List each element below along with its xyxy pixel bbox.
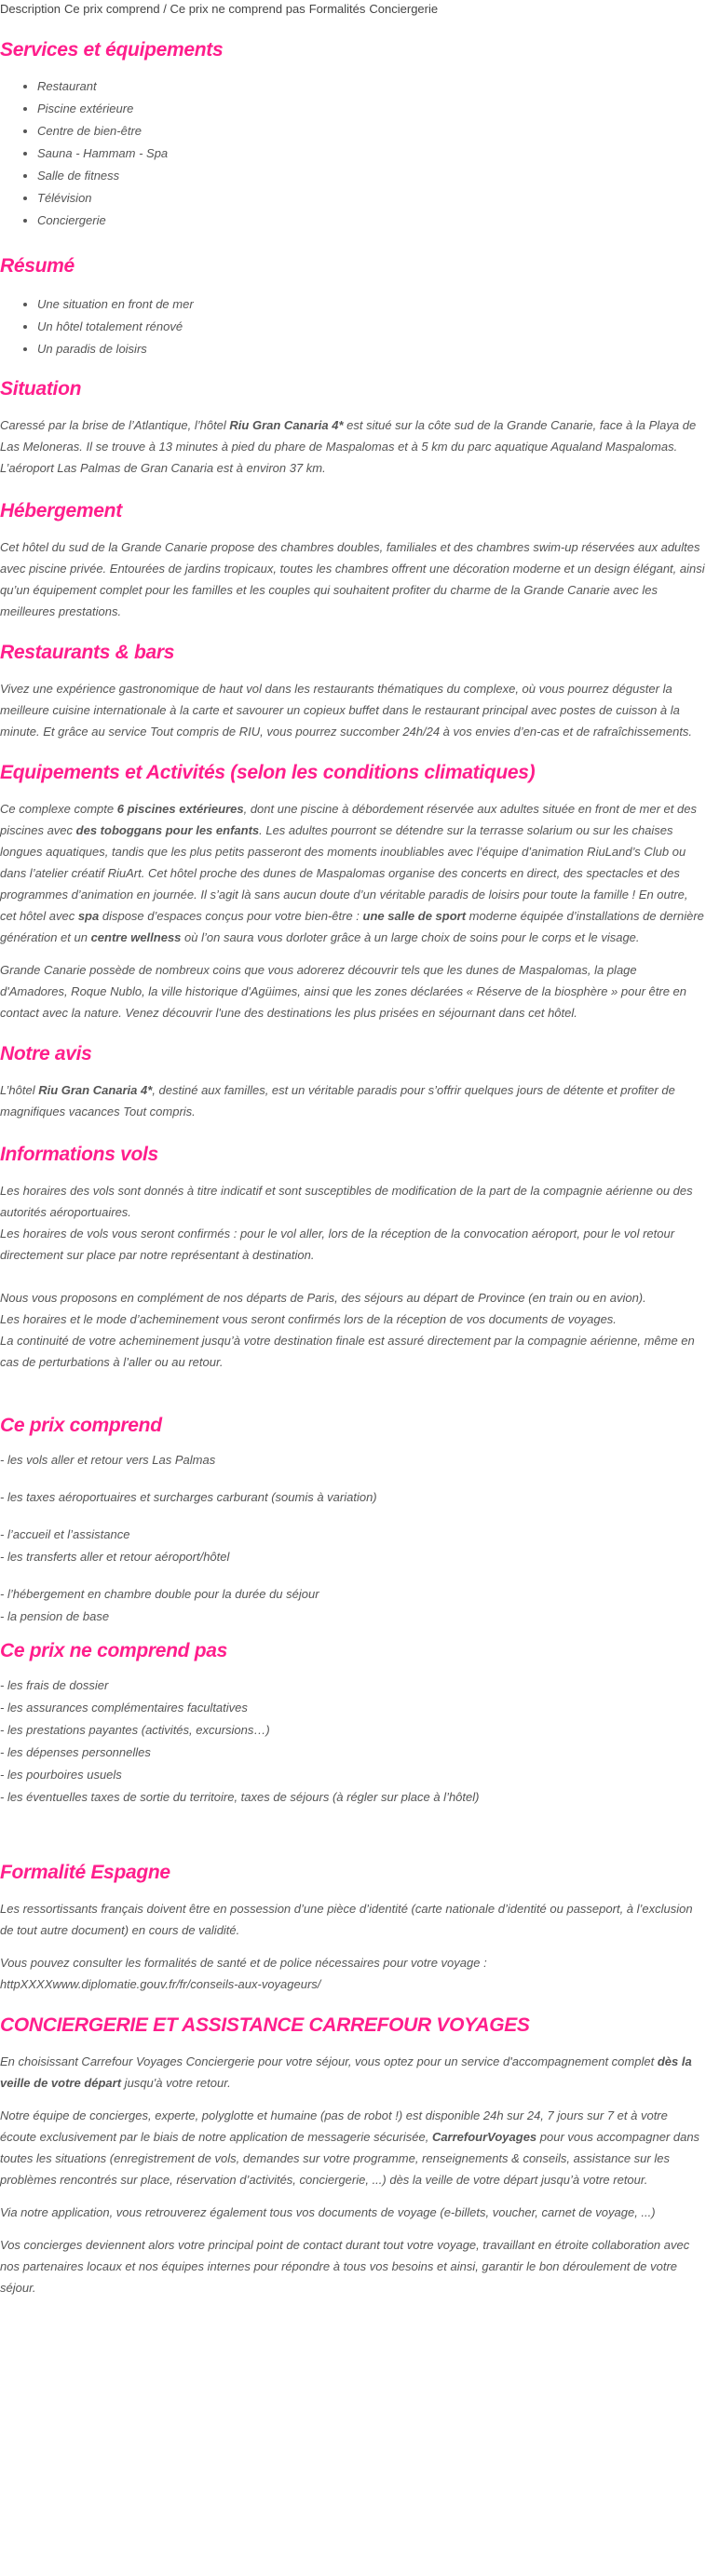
section-title-avis: Notre avis xyxy=(0,1043,92,1064)
list-item: • Sauna - Hammam - Spa xyxy=(37,142,706,165)
list-item: - l’accueil et l’assistance xyxy=(0,1527,130,1541)
list-item: - les vols aller et retour vers Las Palmas xyxy=(0,1453,216,1467)
tab-prix[interactable]: Ce prix comprend / Ce prix ne comprend pas xyxy=(64,2,305,16)
situation-text: Caressé par la brise de l’Atlantique, l’hôtel Riu Gran Canaria 4* est situé sur la côte sud de la Grande Canarie, face à la Playa de Las Meloneras. Il se trouve à 13 minutes à pied du phare de Maspalomas et à 5 km du parc aquatique Aqualand Maspalomas. L’aéroport Las Palmas de Gran Canaria est à environ 37 km. xyxy=(0,418,697,475)
list-item: • Restaurant xyxy=(37,75,706,98)
hebergement-text: Cet hôtel du sud de la Grande Canarie propose des chambres doubles, familiales et des chambres swim-up réservées aux adultes avec piscine privée. Entourées de jardins tropicaux, toutes les chambres offrent une décoration moderne et un design élégant, ainsi qu’un équipement complet pour les familles et les couples qui souhaitent profiter du charme de la Grande Canarie avec les meilleures prestations. xyxy=(0,540,705,618)
section-title-vols: Informations vols xyxy=(0,1144,158,1165)
list-item: - les frais de dossier xyxy=(0,1678,109,1692)
diplomatie-link[interactable]: httpXXXXwww.diplomatie.gouv.fr/fr/conseils-aux-voyageurs/ xyxy=(0,1977,321,1991)
section-title-situation: Situation xyxy=(0,378,82,400)
services-list xyxy=(0,75,706,232)
list-item: - les assurances complémentaires facultatives xyxy=(0,1701,248,1715)
list-item: - les taxes aéroportuaires et surcharges carburant (soumis à variation) xyxy=(0,1490,377,1504)
equipements-text: Ce complexe compte 6 piscines extérieures, dont une piscine à débordement réservée aux adultes située en front de mer et des piscines avec des toboggans pour les enfants. Les adultes pourront se détendre sur la terrasse solarium ou sur les chaises longues aquatiques, tandis que les plus petits passeront des moments inoubliables avec l’équipe d’animation RiuLand’s Club ou dans l’atelier créatif RiuArt. Cet hôtel proche des dunes de Maspalomas organise des concerts en direct, des spectacles et des programmes d’animation en journée. Il s’agit là sans aucun doute d’un véritable paradis de loisirs pour toute la famille ! En outre, cet hôtel avec spa dispose d’espaces conçus pour votre bien-être : une salle de sport moderne équipée d’installations de dernière génération et un centre wellness où l’on saura vous dorloter grâce à un large choix de soins pour le corps et le visage. xyxy=(0,802,704,944)
section-title-ne-comprend: Ce prix ne comprend pas xyxy=(0,1640,228,1661)
tab-formalites[interactable]: Formalités xyxy=(308,2,366,16)
ne-comprend-list xyxy=(0,1674,706,1809)
formalite-text-1: Les ressortissants français doivent être en possession d’une pièce d’identité (carte nationale d’identité ou passeport, à l’exclusion de tout autre document) en cours de validité. xyxy=(0,1902,693,1937)
list-item: • Salle de fitness xyxy=(37,165,706,187)
conciergerie-text-2: Notre équipe de concierges, experte, polyglotte et humaine (pas de robot !) est disponible 24h sur 24, 7 jours sur 7 et à votre écoute exclusivement par le biais de notre application de messagerie sécurisée, CarrefourVoyages pour vous accompagner dans toutes les situations (enregistrement de vols, demandes sur votre programme, renseignements & conseils, assistance sur les problèmes rencontrés sur place, réservation d’activités, conciergerie, ...) dès la veille de votre départ jusqu’à votre retour. xyxy=(0,2108,700,2187)
list-item: • Conciergerie xyxy=(37,210,706,232)
list-item: - les transferts aller et retour aéroport/hôtel xyxy=(0,1550,230,1564)
avis-text: L’hôtel Riu Gran Canaria 4*, destiné aux familles, est un véritable paradis pour s’offrir quelques jours de détente et profiter de magnifiques vacances Tout compris. xyxy=(0,1083,675,1119)
restaurants-text: Vivez une expérience gastronomique de haut vol dans les restaurants thématiques du complexe, où vous pourrez déguster la meilleure cuisine internationale à la carte et savourer un copieux buffet dans le restaurant principal avec postes de cuisson à la minute. Et grâce au service Tout compris de RIU, vous pourrez succomber 24h/24 à vos envies d’en-cas et de rafraîchissements. xyxy=(0,682,693,739)
vols-text-2: Nous vous proposons en complément de nos départs de Paris, des séjours au départ de Province (en train ou en avion). Les horaires et le mode d’acheminement vous seront confirmés lors de la réception de vos documents de voyages. La continuité de votre acheminement jusqu’à votre destination finale est assuré directement par la compagnie aérienne, même en cas de perturbations à l’aller ou au retour. xyxy=(0,1291,695,1369)
section-title-conciergerie: CONCIERGERIE ET ASSISTANCE CARREFOUR VOYAGES xyxy=(0,2014,530,2036)
list-item: • Piscine extérieure xyxy=(37,98,706,120)
list-item: - les dépenses personnelles xyxy=(0,1745,151,1759)
vols-text-1: Les horaires des vols sont donnés à titre indicatif et sont susceptibles de modification de la part de la compagnie aérienne ou des autorités aéroportuaires. Les horaires de vols vous seront confirmés : pour le vol aller, lors de la réception de la convocation aéroport, pour le vol retour directement sur place par notre représentant à destination. xyxy=(0,1184,693,1262)
section-title-services: Services et équipements xyxy=(0,39,224,61)
list-item: - les éventuelles taxes de sortie du territoire, taxes de séjours (à régler sur place à l’hôtel) xyxy=(0,1790,480,1804)
tab-bar xyxy=(0,0,706,19)
resume-list xyxy=(0,293,706,360)
conciergerie-text-1: En choisissant Carrefour Voyages Conciergerie pour votre séjour, vous optez pour un service d'accompagnement complet dès la veille de votre départ jusqu'à votre retour. xyxy=(0,2054,692,2090)
section-title-comprend: Ce prix comprend xyxy=(0,1415,162,1436)
list-item: • Télévision xyxy=(37,187,706,210)
section-title-equipements: Equipements et Activités (selon les conditions climatiques) xyxy=(0,762,536,783)
list-item: - la pension de base xyxy=(0,1609,110,1623)
section-title-formalite: Formalité Espagne xyxy=(0,1862,170,1883)
list-item: • Une situation en front de mer xyxy=(37,293,706,316)
conciergerie-text-3: Via notre application, vous retrouverez également tous vos documents de voyage (e-billets, voucher, carnet de voyage, ...) xyxy=(0,2205,656,2219)
list-item: • Centre de bien-être xyxy=(37,120,706,142)
list-item: - l’hébergement en chambre double pour la durée du séjour xyxy=(0,1587,319,1601)
equipements-text-2: Grande Canarie possède de nombreux coins que vous adorerez découvrir tels que les dunes de Maspalomas, la plage d'Amadores, Roque Nublo, la ville historique d'Agüimes, ainsi que les zones déclarées « Réserve de la biosphère » pour être en contact avec la nature. Venez découvrir l'une des destinations les plus prisées en séjournant dans cet hôtel. xyxy=(0,963,687,1020)
formalite-text-2: Vous pouvez consulter les formalités de santé et de police nécessaires pour votre voyage : httpXXXXwww.diplomatie.gouv.fr/fr/conseils-aux-voyageurs/ xyxy=(0,1956,487,1991)
list-item: • Un paradis de loisirs xyxy=(37,338,706,360)
list-item: • Un hôtel totalement rénové xyxy=(37,316,706,338)
section-title-resume: Résumé xyxy=(0,255,75,277)
tab-description[interactable]: Description xyxy=(0,2,61,16)
hotel-name: Riu Gran Canaria 4* xyxy=(229,418,344,432)
section-title-hebergement: Hébergement xyxy=(0,500,122,522)
section-title-restaurants: Restaurants & bars xyxy=(0,642,175,663)
comprend-list xyxy=(0,1449,706,1628)
list-item: - les pourboires usuels xyxy=(0,1768,122,1782)
tab-conciergerie[interactable]: Conciergerie xyxy=(369,2,439,16)
list-item: - les prestations payantes (activités, excursions…) xyxy=(0,1723,270,1737)
conciergerie-text-4: Vos concierges deviennent alors votre principal point de contact durant tout votre voyage, travaillant en étroite collaboration avec nos partenaires locaux et nos équipes internes pour répondre à tous vos besoins et ainsi, garantir le bon déroulement de votre séjour. xyxy=(0,2238,690,2295)
